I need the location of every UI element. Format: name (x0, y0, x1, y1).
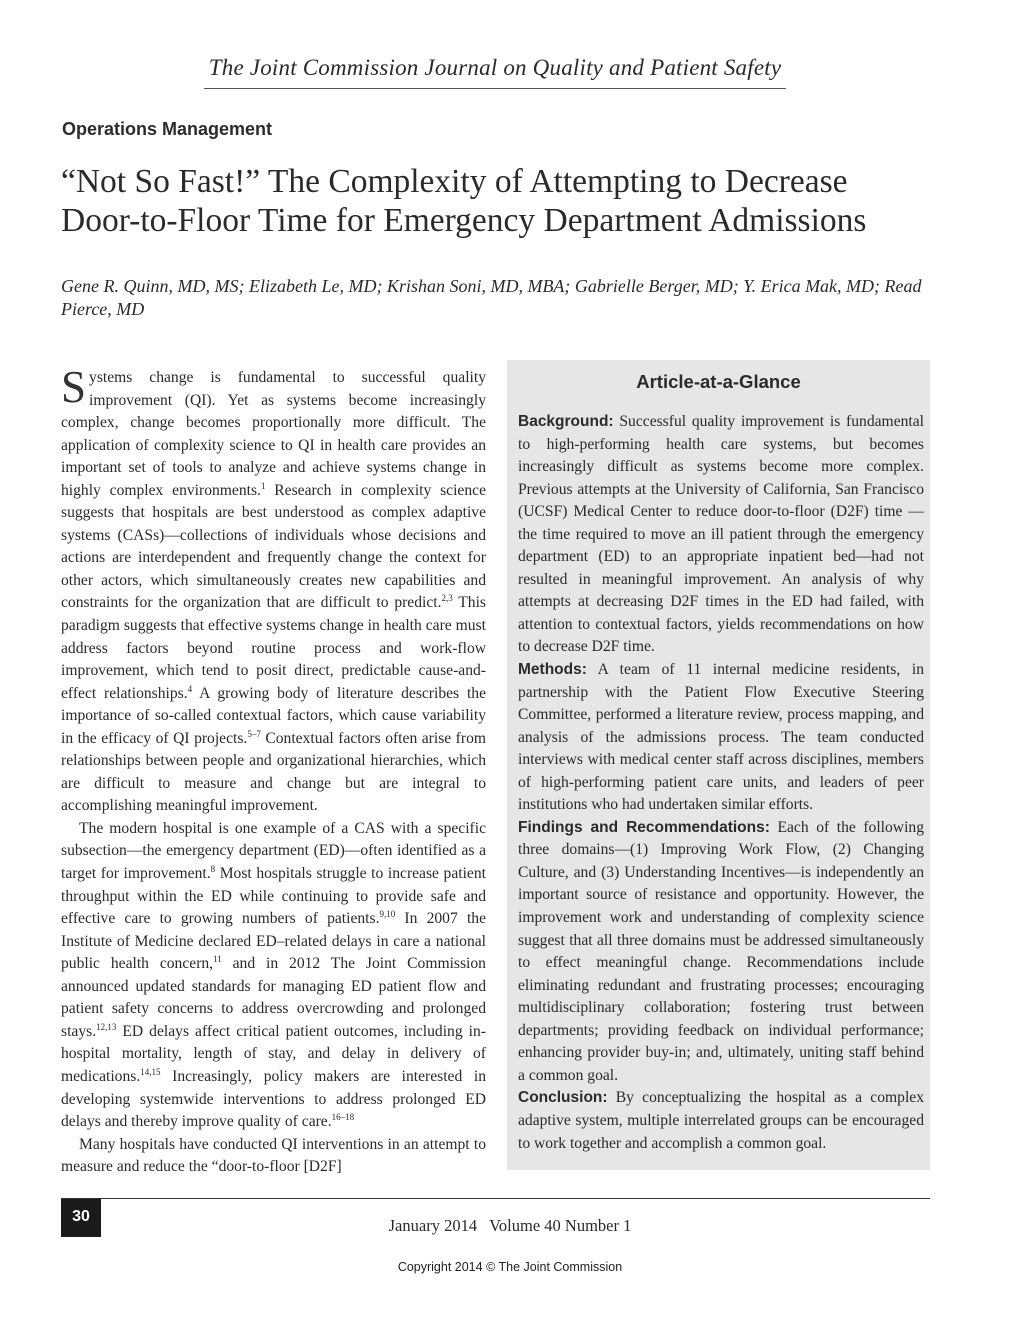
title-line-1: “Not So Fast!” The Complexity of Attempting to Decrease (61, 163, 848, 200)
glance-heading: Methods: (518, 661, 587, 679)
title-line-2: Door-to-Floor Time for Emergency Department Admissions (61, 202, 867, 239)
drop-cap: S (61, 362, 87, 412)
reference-superscript: 8 (210, 864, 216, 875)
glance-heading: Findings and Recommendations: (518, 818, 770, 836)
issue-info: January 2014 Volume 40 Number 1 (388, 1216, 632, 1235)
glance-conclusion: Conclusion: By conceptualizing the hospital as a complex adaptive system, multiple interrelated groups can be encouraged to work together and accomplish a common goal. (518, 1089, 924, 1152)
reference-superscript: 5–7 (247, 728, 261, 739)
reference-superscript: 9,10 (379, 909, 396, 920)
glance-methods: Methods: A team of 11 internal medicine residents, in partnership with the Patient Flow Executive Steering Committee, performed a literature review, process mapping, and analysis of the admissions process. The team conducted interviews with medical center staff across disciplines, members of high-performing patient care units, and leaders of peer institutions who had undertaken similar efforts. (518, 661, 924, 814)
reference-superscript: 1 (260, 480, 266, 491)
article-title (61, 162, 961, 240)
reference-superscript: 2,3 (441, 593, 453, 604)
reference-superscript: 4 (187, 683, 193, 694)
footer-rule (61, 1198, 930, 1199)
reference-superscript: 12,13 (96, 1021, 117, 1032)
main-body-column (61, 362, 487, 1179)
glance-heading: Conclusion: (518, 1089, 608, 1107)
article-at-a-glance-box (507, 360, 930, 1170)
header-rule (204, 88, 786, 89)
glance-heading: Background: (518, 413, 614, 430)
journal-header: The Joint Commission Journal on Quality and Patient Safety (208, 55, 782, 80)
glance-findings: Findings and Recommendations: Each of the following three domains—(1) Improving Work Flow, (2) Changing Culture, and (3) Understanding Incentives—is independently an important source of resistance and opportunity. However, the improvement work and understanding of complexity science suggest that all three domains must be addressed simultaneously to effect meaningful change. Recommendations include eliminating redundant and frustrating processes; encouraging multidisciplinary collaboration; fostering trust between departments; providing feedback on individual performance; enhancing provider buy-in; and, ultimately, uniting staff behind a common goal. (518, 818, 924, 1084)
copyright-notice: Copyright 2014 © The Joint Commission (397, 1260, 623, 1274)
body-paragraph-2: The modern hospital is one example of a CAS with a specific subsection—the emergency department (ED)—often identified as a target for improvement.$^8$ Most hospitals struggle to increase patient throughput within the ED while continuing to provide safe and effective care to growing numbers of patients.$^{9,10}$ In 2007 the Institute of Medicine declared ED–related delays in care a national public health concern,$^{11}$ and in 2012 The Joint Commission announced updated standards for managing ED patient flow and patient safety concerns to address overcrowding and prolonged stays.$^{12,13}$ ED delays affect critical patient outcomes, including in-hospital mortality, length of stay, and delay in delivery of medications.$^{14,15}$ Increasingly, policy makers are interested in developing systemwide interventions to address prolonged ED delays and thereby improve quality of care.$^{16-18}$ (61, 819, 486, 1131)
glance-background: Background: Successful quality improvement is fundamental to high-performing health care systems, but becomes increasingly difficult as systems become more complex. Previous attempts at the University of California, San Francisco (UCSF) Medical Center to reduce door-to-floor (D2F) time —the time required to move an ill patient through the emergency department (ED) to an appropriate inpatient bed—had not resulted in meaningful improvement. An analysis of why attempts at decreasing D2F times in the ED had failed, with attention to contextual factors, yields recommendations on how to decrease D2F time. (518, 413, 924, 656)
reference-superscript: 11 (213, 954, 222, 965)
section-label: Operations Management (62, 119, 273, 139)
glance-title: Article-at-a-Glance (636, 371, 801, 392)
reference-superscript: 16–18 (331, 1112, 355, 1123)
reference-superscript: 14,15 (140, 1066, 161, 1077)
body-paragraph-3: Many hospitals have conducted QI interventions in an attempt to measure and reduce the “door-to-floor [D2F] (61, 1135, 486, 1176)
author-list: Gene R. Quinn, MD, MS; Elizabeth Le, MD; Krishan Soni, MD, MBA; Gabrielle Berger, MD; Y. Erica Mak, MD; Read Pierce, MD (61, 276, 922, 319)
body-paragraph-1: Systems change is fundamental to successful quality improvement (QI). Yet as systems become increasingly complex, change becomes proportionally more difficult. The application of complexity science to QI in health care provides an important set of tools to analyze and achieve systems change in highly complex environments.$^1$ Research in complexity science suggests that hospitals are best understood as complex adaptive systems (CASs)—collections of individuals whose decisions and actions are interdependent and frequently change the context for other actors, which simultaneously creates new capabilities and constraints for the organization that are difficult to predict.$^{2,3}$ This paradigm suggests that effective systems change in health care must address factors beyond routine process and work-flow improvement, which tend to posit direct, predictable cause-and-effect relationships.$^4$ A growing body of literature describes the importance of so-called contextual factors, which cause variability in the efficacy of QI projects.$^{5-7}$ Contextual factors often arise from relationships between people and organizational hierarchies, which are difficult to measure and change but are integral to accomplishing meaningful improvement. (61, 362, 487, 815)
page-number: 30 (61, 1199, 101, 1237)
glance-body (518, 411, 924, 1155)
